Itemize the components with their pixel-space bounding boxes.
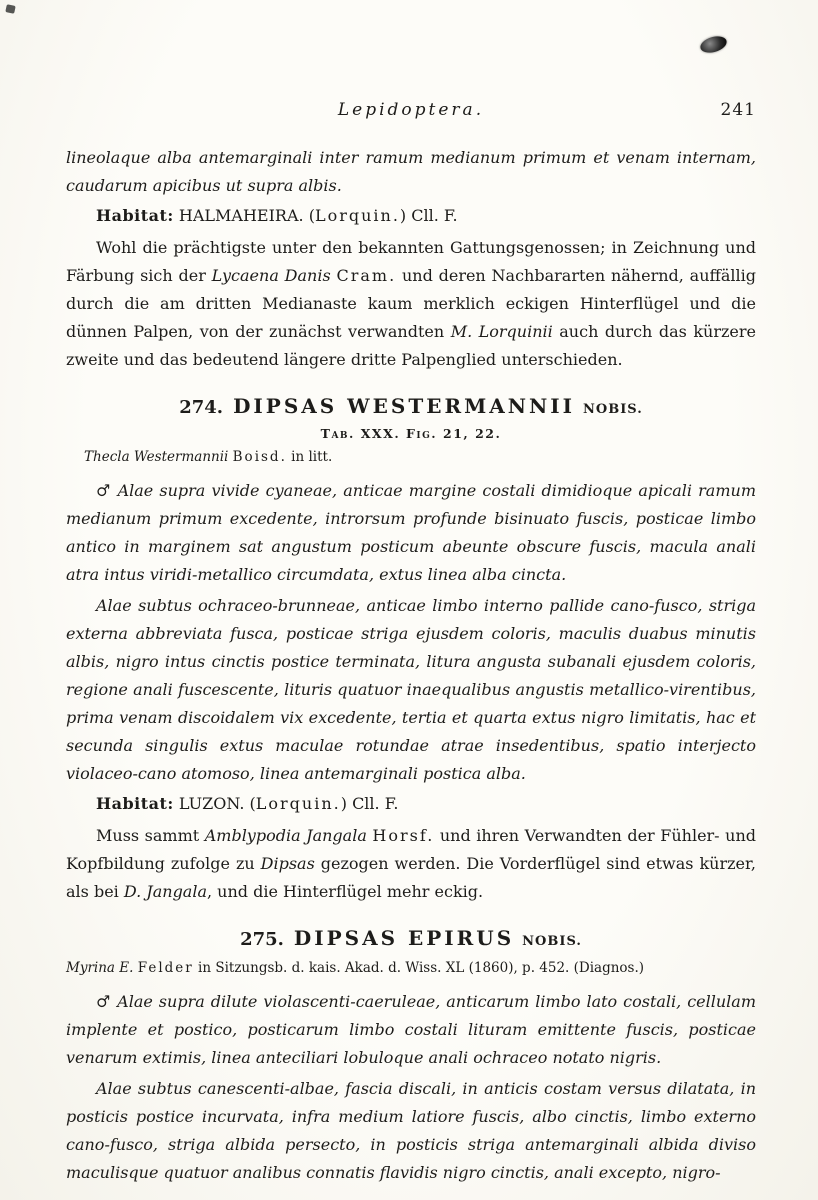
collector-name: Lorquin. [255, 794, 341, 813]
species-author: NOBIS. [522, 934, 582, 949]
diagnosis-paragraph-underside [66, 592, 756, 788]
figure-reference: Tab. XXX. Fig. 21, 22. [320, 426, 502, 441]
species-name: DIPSAS EPIRUS [293, 926, 515, 950]
species-epithet: Lycaena Danis [211, 266, 331, 285]
author-name: Boisd. [232, 449, 287, 465]
continuation-paragraph [66, 144, 756, 200]
remark-text: auch durch das kürzere zweite und das bedeutend längere dritte Palpenglied unterschieden. [66, 322, 756, 369]
author-name: Felder [137, 960, 194, 976]
species-epithet: D. Jangala [123, 882, 207, 901]
habitat-label: Habitat: [96, 206, 174, 225]
diagnosis-text: Alae subtus canescenti-albae, fascia discali, in anticis costam versus dilatata, in posticis postice incurvata, infra medium latiore fuscis, albo cinctis, limbo externo cano-fusco, striga albida persecto, in posticis striga antemarginali albida diviso maculisque quatuor analibus connatis flavidis nigro cinctis, anali excepto, nigro- [66, 1079, 756, 1182]
collector-name: Lorquin. [314, 206, 400, 225]
habitat-label: Habitat: [96, 794, 174, 813]
running-title: Lepidoptera. [337, 100, 485, 120]
habitat-line-halmaheira [66, 203, 756, 229]
remark-text: Wohl die prächtigste unter den bekannten Gattungsgenossen; in Zeichnung und Färbung sich der [66, 238, 756, 285]
species-number: 274. [179, 397, 224, 418]
continuation-text: lineolaque alba antemarginali inter ramum medianum primum et venam internam, caudarum apicibus ut supra albis. [66, 148, 756, 195]
species-number: 275. [240, 929, 284, 950]
diagnosis-text: ♂ Alae supra vivide cyaneae, anticae margine costali dimidioque apicali ramum medianum primum excedente, introrsum profunde bisinuato fuscis, posticae limbo antico in marginem sat angustum posticum abeunte obscure fuscis, macula anali atra intus viridi-metallico circumdata, extus linea alba cincta. [66, 481, 756, 584]
genus-name: Dipsas [260, 854, 315, 873]
diagnosis-paragraph-underside [66, 1075, 756, 1187]
species-author: NOBIS. [583, 402, 643, 417]
habitat-locality: LUZON. ( [178, 794, 256, 813]
habitat-collection: ) Cll. F. [399, 206, 458, 225]
synonym-name: Myrina E. [66, 960, 134, 976]
remark-text: Muss sammt [96, 826, 205, 845]
remark-text: und deren Nachbararten nähernd, auffällig durch die am dritten Medianaste kaum merklich eckigen Hinterflügel und die dünnen Palpen, von der zunächst verwandten [66, 266, 757, 341]
habitat-collection: ) Cll. F. [340, 794, 399, 813]
habitat-line-luzon [66, 791, 756, 817]
diagnosis-paragraph-upperside [66, 477, 756, 589]
diagnosis-text: ♂ Alae supra dilute violascenti-caeruleae, anticarum limbo lato costali, cellulam implente et postico, posticarum limbo costali lituram emittente fuscis, posticae venarum extimis, linea anteciliari lobuloque anali ochraceo notato nigris. [66, 992, 756, 1067]
remark-text: gezogen werden. Die Vorderflügel sind etwas kürzer, als bei [66, 854, 756, 901]
species-heading-274 [66, 394, 756, 418]
german-remark-paragraph [66, 234, 756, 374]
german-remark-paragraph [66, 822, 756, 906]
species-epithet: M. Lorquinii [450, 322, 553, 341]
species-name: DIPSAS WESTERMANNII [233, 394, 576, 418]
reference-text: in Sitzungsb. d. kais. Akad. d. Wiss. XL (1860), p. 452. (Diagnos.) [193, 960, 645, 976]
page-number: 241 [720, 100, 756, 120]
literature-reference [66, 958, 756, 978]
habitat-locality: HALMAHEIRA. ( [178, 206, 315, 225]
running-head [66, 100, 756, 124]
remark-text: und ihren Verwandten der Fühler- und Kopfbildung zufolge zu [66, 826, 756, 873]
species-epithet: Amblypodia Jangala [204, 826, 367, 845]
author-name: Cram. [336, 266, 397, 285]
species-heading-275 [66, 926, 756, 950]
diagnosis-paragraph-upperside [66, 988, 756, 1072]
diagnosis-text: Alae subtus ochraceo-brunneae, anticae limbo interno pallide cano-fusco, striga externa abbreviata fusca, posticae striga ejusdem coloris, maculis duabus minutis albis, nigro intus cinctis postice terminata, litura angusta subanali ejusdem coloris, regione anali fuscescente, lituris quatuor inaequalibus angustis metallico-virentibus, prima venam discoidalem vix excedente, tertia et quarta extus nigro limitatis, hac et secunda singulis extus maculae rotundae atrae insedentibus, spatio interjecto violaceo-cano atomoso, linea antemarginali postica alba. [66, 596, 756, 783]
synonym-line [66, 447, 756, 467]
author-name: Horsf. [372, 826, 435, 845]
synonym-name: Thecla Westermannii [84, 449, 229, 465]
synonym-text: in litt. [286, 449, 333, 465]
remark-text: , und die Hinterflügel mehr eckig. [207, 882, 484, 901]
